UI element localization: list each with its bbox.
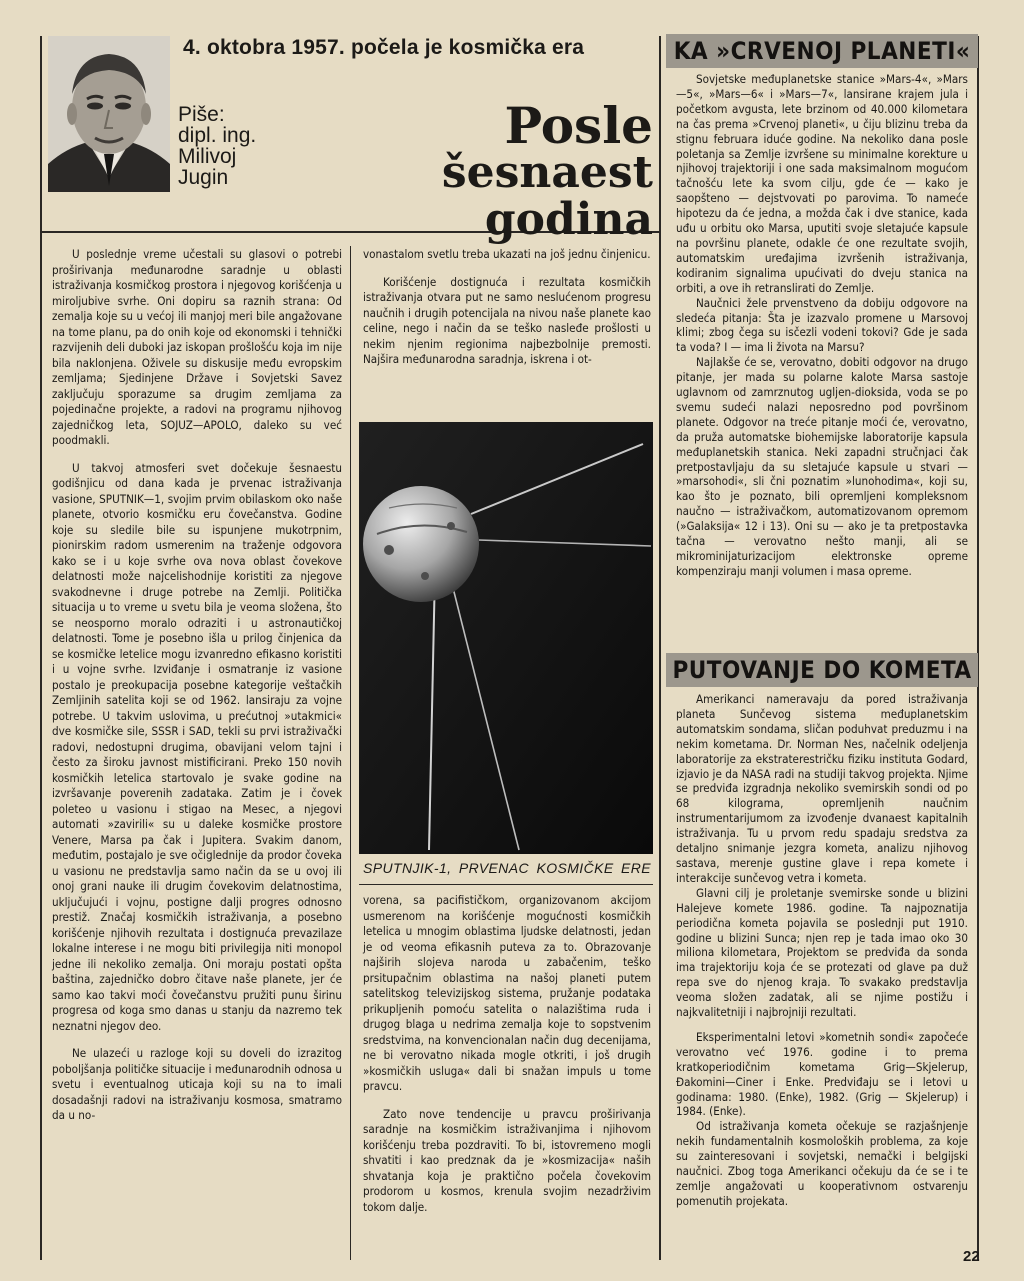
byline-line: Milivoj	[178, 145, 237, 168]
author-portrait	[48, 36, 170, 192]
byline-line: dipl. ing.	[178, 124, 257, 147]
paragraph: Ne ulazeći u razloge koji su doveli do izrazitog poboljšanja političke situacije i međunarodnih odnosa u svetu i eventualnog uticaja koji su na to imali dosadašnji radovi na istraživanju kosmosa, smatramo da u no-	[52, 1046, 342, 1122]
page-number: 22	[963, 1248, 980, 1265]
byline-line: Piše:	[178, 103, 225, 126]
article-column-2-bottom	[363, 893, 651, 1227]
sidebar-heading-comets: PUTOVANJE DO KOMETA	[666, 653, 978, 687]
photo-caption	[363, 860, 651, 876]
caption-word: ERE	[620, 860, 651, 876]
rule-right-page	[977, 36, 979, 1260]
article-column-2-top	[363, 247, 651, 380]
paragraph: Korišćenje dostignuća i rezultata kosmičkih istraživanja otvara put ne samo neslućenom progresu naučnih i drugih potencijala na nivou naše planete kao celine, nego i način da se teško nasleđe prošlosti u nekim njenim regionima najbezbolnije premosti. Najšira međunarodna saradnja, iskrena i ot-	[363, 274, 651, 366]
rule-right-article	[659, 36, 661, 1260]
caption-word: SPUTNJIK-1,	[363, 860, 452, 876]
paragraph: Zato nove tendencije u pravcu proširivanja saradnje na kosmičkim istraživanjima i njihovom korišćenju treba pozdraviti. To bi, istovremeno mogli shvatiti i kao predznak da je »kosmizacija« naših shvatanja koja je praktično počela čovekovim prodorom u kosmos, krenula svojim nezadrživim tokom dalje.	[363, 1106, 651, 1214]
paragraph: Naučnici žele prvenstveno da dobiju odgovore na sledeća pitanja: Šta je izazvalo promene u Marsovoj klimi; zbog čega su isčezli vodeni tokovi? Gde je sada ta voda? I — ima li života na Marsu?	[676, 295, 968, 355]
rule-caption	[359, 884, 653, 885]
paragraph: Od istraživanja kometa očekuje se razjašnjenje nekih fundamentalnih kosmoloških problema, za koje su zainteresovani i sovjetski, nemački i belgijski naučnici. Zbog toga Amerikanci očekuju da će se i te zemlje angažovati u kooperativnom ostvarenju pomenutih projekata.	[676, 1119, 968, 1208]
rule-center	[350, 246, 351, 1260]
sidebar-heading-mars: KA »CRVENOJ PLANETI«	[666, 34, 978, 68]
article-kicker: 4. oktobra 1957. počela je kosmička era	[183, 36, 585, 59]
sidebar-comets-text	[676, 692, 968, 1209]
article-column-1	[52, 247, 342, 1136]
caption-word: PRVENAC	[458, 860, 530, 876]
paragraph: Glavni cilj je proletanje svemirske sonde u blizini Halejeve komete 1986. godine. Ta najpoznatija periodična kometa pojavila se poslednji put 1910. godine u blizini Sunca; njen rep je tada imao oko 30 miliona kilometara, Projektom se predviđa da sonda ima trajektoriju koja će se protezati od glave pa duž repa sve do njenog kraja. To svakako predstavlja veoma složen zadatak, ali se njime postižu i najkvalitetniji i najbrojniji rezultati.	[676, 885, 968, 1020]
rule-left	[40, 36, 42, 1260]
paragraph: Sovjetske međuplanetske stanice »Mars-4«, »Mars—5«, »Mars—6« i »Mars—7«, lansirane krajem jula i početkom avgusta, lete brzinom od 40.000 kilometara na čas prema »Crvenoj planeti«, u čiju blizinu treba da stignu februara iduće godine. Na nekoliko dana posle poletanja sa Zemlje izvršene su minimalne korekture u njihovoj trajektoriji i one sada maksimalnom mogućom tačnošću lete ka svom cilju, gde će — kako je saopšteno — dejstvovati po parovima. To nameće hipotezu da će jedna, a možda čak i dve stanice, kada uđu u orbitu oko Marsa, uputiti svoje sletajuće kapsule na površinu planete, odakle će one rezultate svojih, automatskim uređajima izvršenih istraživanja, kodiranim signalima upućivati do dveju stanica na orbiti, a ove ih retranslirati do Zemlje.	[676, 72, 968, 295]
headline-line-2: šesnaest godina	[441, 147, 653, 245]
sidebar-mars-text	[676, 72, 968, 579]
byline-line: Jugin	[178, 166, 229, 189]
paragraph: U poslednje vreme učestali su glasovi o potrebi proširivanja međunarodne saradnje u oblasti istraživanja kosmičkog prostora i njegovog korišćenja u miroljubive svrhe. Oni dopiru sa raznih strana: Od zemalja koje su u većoj ili manjoj meri bile angažovane na tome planu, pa do onih koje od ekonomski i tehnički razvijenih deli duboki jaz iskopan prošlošću koja im nije bila naklonjena. Oživele su diskusije među evropskim zemljama; Sjedinjene Države i Sovjetski Savez zaključuju sporazume sa drugim zemljama za pojedinačne projekte, a radovi na programu njihovog zajedničkog leta, SOJUZ—APOLO, daleko su već poodmakli.	[52, 247, 342, 447]
paragraph: vorena, sa pacifističkom, organizovanom akcijom usmerenom na korišćenje mogućnosti kosmičkih letelica u mnogim oblastima ljudske delatnosti, jedan je od veoma efikasnih puteva za to. Obrazovanje najširih slojeva naroda u zabačenim, teško prsitupačnim oblastima na našoj planeti putem satelitskog televizijskog sistema, pružanje podataka prikupljenih pomoću satelita o nalazištima ruda i drugog blaga u nedrima zemalja koje to sopstvenim sredstvima, na konvencionalan način dug decenijama, ne bi verovatno nikada mogle otkriti, i još drugih »kosmičkih usluga« dali bi snažan impuls u tome pravcu.	[363, 893, 651, 1093]
paragraph: U takvoj atmosferi svet dočekuje šesnaestu godišnjicu od dana kada je prvenac istraživanja vasione, SPUTNIK—1, svojim prvim obilaskom oko naše planete, otvorio kosmičku eru čovečanstva. Godine koje su sledile bile su ispunjene mukotrpnim, pionirskim radom usmerenim na traženje odgovora kako se i u koje svrhe ova nova oblast čovekove delatnosti može najcelishodnije koristiti za njegove svakodnevne i druge potrebe na Zemlji. Politička situacija u to vreme u svetu bila je veoma složena, što se neosporno moralo odraziti i u astronautičkoj delatnosti. Tome je posebno išla u prilog činjenica da se kosmičke letelice mogu izvanredno efikasno koristiti i u vojne svrhe. Izviđanje i osmatranje iz vasione postalo je preokupacija posebne kategorije veštačkih Zemljinih satelita koji se od 1962. lansiraju za vojne potrebe. U takvim uslovima, u prećutnoj »utakmici« dve kosmičke sile, SSSR i SAD, tekli su prvi istraživački radovi, nedostupni drugima, obavijani velom tajni i često za široku javnost mistificirani. Preko 150 novih kosmičkih letelica startovalo je svake godine na izvršavanje poverenih zadataka. Zatim je i čovek poleteo u vasionu i stigao na Mesec, a njegovi automati »zavirili« su u daleke kosmičke prostore Venere, Marsa pa čak i Jupitera. Svakim danom, međutim, postajalo je sve očiglednije da prodor čoveka u vasionu ne predstavlja samo način da se u ovoj ili onoj grani nauke ili drugim čovekovim delatnostima, uključujući i vojnu, postigne dalji progres odnosno prestiž. Značaj kosmičkih istraživanja, a posebno korišćenje njihovih rezultata i dostignuća prevazilaze lokalne interese i ne mogu biti privilegija niti monopol jedne ili nekoliko zemalja. Oni moraju postati opšta baština, zajedničko dobro čitave naše planete, jer će samo kao takvi moći čovečanstvu pružiti punu širinu progresa od koga smo danas u stanju da nazremo tek neznatni njegov deo.	[52, 460, 342, 1033]
byline	[178, 104, 256, 188]
headline-line-1: Posle	[504, 96, 653, 155]
caption-word: KOSMIČKE	[536, 860, 614, 876]
paragraph: Eksperimentalni letovi »kometnih sondi« započeće verovatno već 1976. godine i to prema kratkoperiodičnim kometama Grig—Skjelerup, Đakomini—Ciner i Enke. Predviđaju se i letovi u godinama: 1980. (Enke), 1982. (Grig — Skjelerup) i 1984. (Enke).	[676, 1029, 968, 1119]
headline	[285, 96, 653, 245]
sputnik-photo	[359, 422, 653, 854]
paragraph: vonastalom svetlu treba ukazati na još jednu činjenicu.	[363, 247, 651, 261]
paragraph: Najlakše će se, verovatno, dobiti odgovor na drugo pitanje, jer mada su polarne kalote Marsa sastoje uglavnom od zamrznutog ugljen-dioksida, voda se po svemu sudeći nalazi neposredno pod površinom planete. Odgovor na treće pitanje moći će, verovatno, da pruža automatske biohemijske laboratorije kapsula međuplanetskih stanica. Neki zapadni stručnjaci čak pretpostavljaju da su sletajuće kapsule u stvari — »marsohodi«, sli čni poznatim »lunohodima«, koji su, kao što je poznato, bili opremljeni kompleksnom naučno — istraživačkom, automatizovanom opremom (»Galaksija« 12 i 13). Oni su — ako je ta pretpostavka tačna — verovatno nešto manji, ali se mikrominijaturizacijom elektronske opreme kompenziraju manji volumen i masa opreme.	[676, 355, 968, 578]
paragraph: Amerikanci nameravaju da pored istraživanja planeta Sunčevog sistema međuplanetskim automatskim sondama, sličan poduhvat preduzmu i na nekim kometama. Dr. Norman Nes, načelnik odeljenja laboratorije za ekstraterestričku fiziku instituta Godard, izjavio je da NASA radi na studiji takvog projekta. Njime se predviđa izgradnja nekoliko svemirskih sondi od po 68 kilograma, opremljenih naučnim instrumentarijumom za izvođenje dvanaest kapitalnih istraživanja. Tu u prvom redu spadaju sredstva za detaljno snimanje jezgra kometa, analizu njihovog sastava, merenje gustine glave i repa komete i interakcije sunčevog vetra i kometa.	[676, 692, 968, 885]
